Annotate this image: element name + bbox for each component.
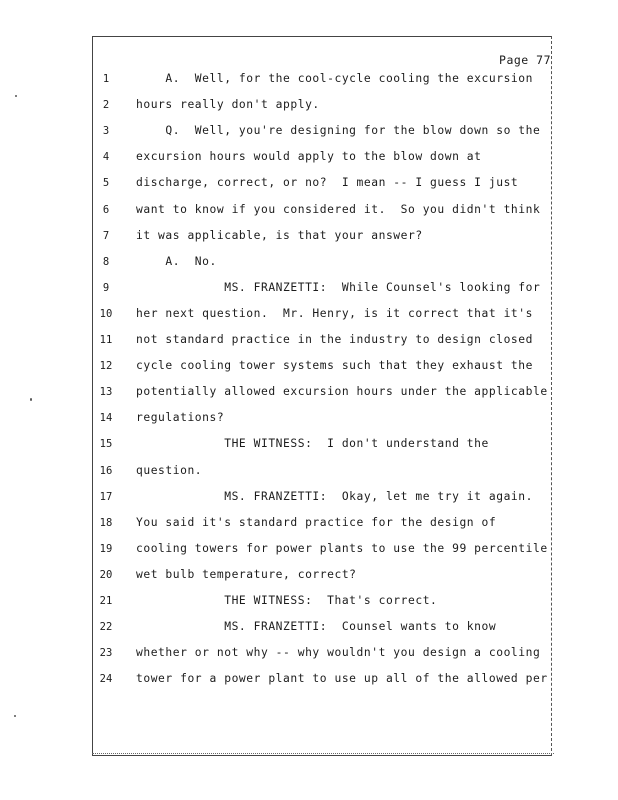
line-text: tower for a power plant to use up all of the allowed per (136, 672, 548, 686)
scan-speck (30, 398, 32, 401)
line-text: A. Well, for the cool-cycle cooling the excursion (136, 72, 533, 85)
line-text: A. No. (136, 254, 217, 268)
line-text: wet bulb temperature, correct? (136, 567, 357, 581)
line-number: 14 (99, 412, 113, 425)
line-number: 10 (99, 307, 113, 320)
scan-speck (14, 715, 16, 717)
line-text: it was applicable, is that your answer? (136, 228, 423, 242)
line-number: 7 (102, 229, 110, 242)
line-number: 20 (99, 568, 113, 581)
line-number: 1 (102, 73, 110, 85)
line-text: MS. FRANZETTI: Counsel wants to know (136, 620, 497, 634)
line-number: 11 (99, 334, 113, 346)
line-number: 18 (99, 516, 113, 529)
line-text: You said it's standard practice for the design of (136, 515, 497, 529)
line-text: her next question. Mr. Henry, is it correct that it's (136, 306, 533, 320)
line-text: Q. Well, you're designing for the blow down so the (136, 124, 541, 138)
line-number: 8 (102, 255, 110, 268)
line-number: 3 (102, 125, 110, 138)
line-text: discharge, correct, or no? I mean -- I guess I just (136, 176, 519, 190)
line-text: hours really don't apply. (136, 98, 320, 112)
line-number: 21 (99, 595, 113, 607)
line-text: MS. FRANZETTI: While Counsel's looking for (136, 280, 541, 294)
line-number: 4 (102, 151, 110, 164)
bottom-border-noise (92, 753, 554, 758)
line-number: 12 (99, 360, 113, 373)
page-number: Page 77 (499, 53, 551, 67)
line-number: 19 (99, 542, 113, 555)
line-number: 15 (99, 438, 113, 451)
line-text: want to know if you considered it. So you didn't think (136, 202, 541, 216)
line-text: cycle cooling tower systems such that they exhaust the (136, 359, 533, 373)
line-number: 13 (99, 386, 113, 399)
line-number: 17 (99, 490, 113, 503)
line-text: excursion hours would apply to the blow down at (136, 150, 482, 164)
line-number: 23 (99, 647, 113, 660)
line-text: THE WITNESS: I don't understand the (136, 437, 489, 451)
line-text: MS. FRANZETTI: Okay, let me try it again. (136, 489, 533, 503)
line-number: 5 (102, 177, 110, 190)
line-text: potentially allowed excursion hours under the applicable (136, 385, 548, 399)
line-text: regulations? (136, 411, 225, 425)
line-text: not standard practice in the industry to design closed (136, 333, 533, 346)
line-text: cooling towers for power plants to use the 99 percentile (136, 541, 548, 555)
line-text: question. (136, 463, 203, 477)
line-number: 16 (99, 464, 113, 477)
line-text: THE WITNESS: That's correct. (136, 594, 438, 607)
line-number: 22 (99, 621, 113, 634)
line-number: 9 (102, 281, 110, 294)
line-text: whether or not why -- why wouldn't you design a cooling (136, 646, 541, 660)
line-number: 6 (102, 203, 110, 216)
line-number: 24 (99, 673, 113, 686)
scan-speck (15, 95, 17, 97)
line-number: 2 (102, 99, 110, 112)
